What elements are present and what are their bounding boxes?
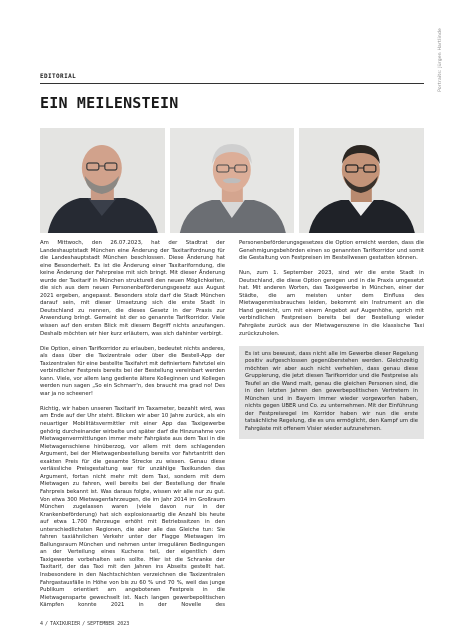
paragraph-2: Die Option, einen Tarifkorridor zu erlauben, bedeutet nichts anderes, als dass über die Taxizentrale oder über die Bestell-App der Taxizentralen für eine bestellte Taxifahrt mit definiertem Fahrtziel ein verbindlicher Festpreis bereits bei der Bestellung vereinbart werden kann. Viele, vor allem lang gediente ältere Kolleginnen und Kollegen werden nun sagen „So ein Schmarr'n, des braucht ma grad no! Des war ja no scheener! (40, 345, 225, 397)
magazine-name: TAXIKURIER (50, 621, 81, 627)
section-label: EDITORIAL (40, 73, 77, 80)
paragraph-1: Am Mittwoch, den 26.07.2023, hat der Stadtrat der Landeshauptstadt München eine Änderung der Taxitarifordnung für die Landeshauptstadt München beschlossen. Diese Änderung hat eine Besonderheit. Es ist die Änderung einer Taxitariforndung, die keine Änderung der Fahrpreise mit sich bringt. Mit dieser Änderung wurde der Taxitarif in München strukturell den neuen Möglichkeiten, die sich aus dem neuen Personenbeförderungsgesetz aus August 2021 ergeben, angepasst. Besonders stolz darf die Stadt München darauf sein, mit dieser Umsetzung sich die erste Stadt in Deutschland zu nennen, die dieses Gesetz in der Praxis zur Anwendung bringt. Gemeint ist der so genannte Tarifkorridor. Viele wissen auf den ersten Blick mit diesem Begriff nichts anzufangen. Deshalb möchten wir hier kurz erläutern, was sich dahinter verbirgt. (40, 240, 225, 337)
photo-credit: Portraits: Jürgen Hartlinde (438, 28, 443, 92)
highlight-box (239, 346, 424, 439)
page-footer (40, 621, 129, 627)
article-body (40, 240, 424, 610)
portrait-center-photo (170, 128, 295, 233)
highlight-text: Es ist uns bewusst, dass nicht alle im Gewerbe dieser Regelung positiv aufgeschlossen gegenüberstehen werden. Gleichzeitig möchten wir aber auch nicht verhehlen, dass genau diese Gruppierung, die jetzt diesen Tarifkorridor und die Festpreise als Teufel an die Wand malt, genau die gleichen Personen sind, die in den letzten Jahren den gewerbepolitischen Vertretern in München und in Bayern immer wieder vorgeworfen haben, nichts gegen UBER und Co. zu unternehmen. Mit der Einführung der Festpreisregel im Korridor haben wir nun die erste tatsächliche Regelung, die es uns ermöglicht, den Kampf um die Fahrgäste mit offenem Visier wieder aufzunehmen. (245, 350, 418, 433)
paragraph-4: Nun, zum 1. September 2023, sind wir die erste Stadt in Deutschland, die diese Option geregen und in die Praxis umgesetzt hat. Mit anderen Worten, das Taxigewerbe in München, einer der Städte, die am meisten unter dem Einfluss des Mietwagenmissbrauches leiden, bekommt ein Instrument an die Hand gereicht, um mit einem Angebot auf Augenhöhe, sprich mit verbindlichen Festpreisen bereits bei der Bestellung wieder Fahrgäste zurück aus der Mietwagenszene in die klassische Taxi zurückzuholen. (239, 270, 424, 337)
footer-separator: / (82, 621, 86, 627)
divider (40, 83, 424, 84)
portrait-strip (40, 128, 424, 233)
paragraph-3: Richtig, wir haben unseren Taxitarif im Taxameter, bezahlt wird, was am Ende auf der Uhr steht. Blicken wir aber 10 Jahre zurück, als ein neuartiger Mobilitätsvermittler mit einer App das Taxigewerbe gehörig durcheinander wirbelte und später darf die Hinzunahme von Mietwagenvermittlungen immer mehr Fahrgäste aus dem Taxi in die Mietwagenschiene hinüberzog, vor allem mit dem schlagenden Argument, bei der Mietwagenbestellung bereits vor Fahrtantritt den exakten Preis für die gesamte Strecke zu wissen. Genau diese verlässliche Preisgestaltung war für unzählige Taxikunden das Argument, fortan nicht mehr mit dem Taxi, sondern mit dem Mietwagen zu fahren, weil bereits bei der Bestellung der finale Fahrpreis bekannt ist. Was daraus folgte, wissen wir alle nur zu gut. Von etwa 300 Mietwagenfahrzeugen, die im Jahr 2014 im Großraum München zugelassen waren (viele davon nur in der Krankenbeförderung) hat sich explosionsartig die Anzahl bis heute auf etwa 1.700 Fahrzeuge erhöht mit Betriebssitzen in den unterschiedlichsten Regionen, die aber alle das Gleiche tun: Sie fahren taxiähnlichen Verkehr unter der Flagge Mietwagen im Ballungsraum München und nehmen unter irregulären Bedingungen an der Verteilung eines Kuchens teil, der eigentlich dem Taxigewerbe vorbehalten sein sollte. Hier ist die Schranke der Taxitarif, der das Taxi mit den Jahren ins Abseits gestellt hat. Insbesondere in den Nachtschichten verzeichnen die Taxizentralen Fahrgastausfälle in Höhe von bis zu 60 % und 70 %, weil das junge Publikum orientiert am angebotenen Festpreis in die Mietwagensparte gewechselt ist. Nach langen gewerbepolitischen Kämpfen konnte 2021 in der Novelle des Personenbeförderungsgesetzes die Option erreicht werden, dass die Genehmigungsbehörden einen so genannten Tarifkorridor und somit die Gestaltung von Festpreisen im Bestellwesen gestatten können. (40, 240, 424, 609)
portrait-right-photo (299, 128, 424, 233)
portrait-left-photo (40, 128, 165, 233)
page-number: 4 (40, 621, 44, 627)
issue-date: SEPTEMBER 2023 (87, 621, 130, 627)
footer-separator: / (45, 621, 49, 627)
headline: EIN MEILENSTEIN (40, 94, 179, 112)
